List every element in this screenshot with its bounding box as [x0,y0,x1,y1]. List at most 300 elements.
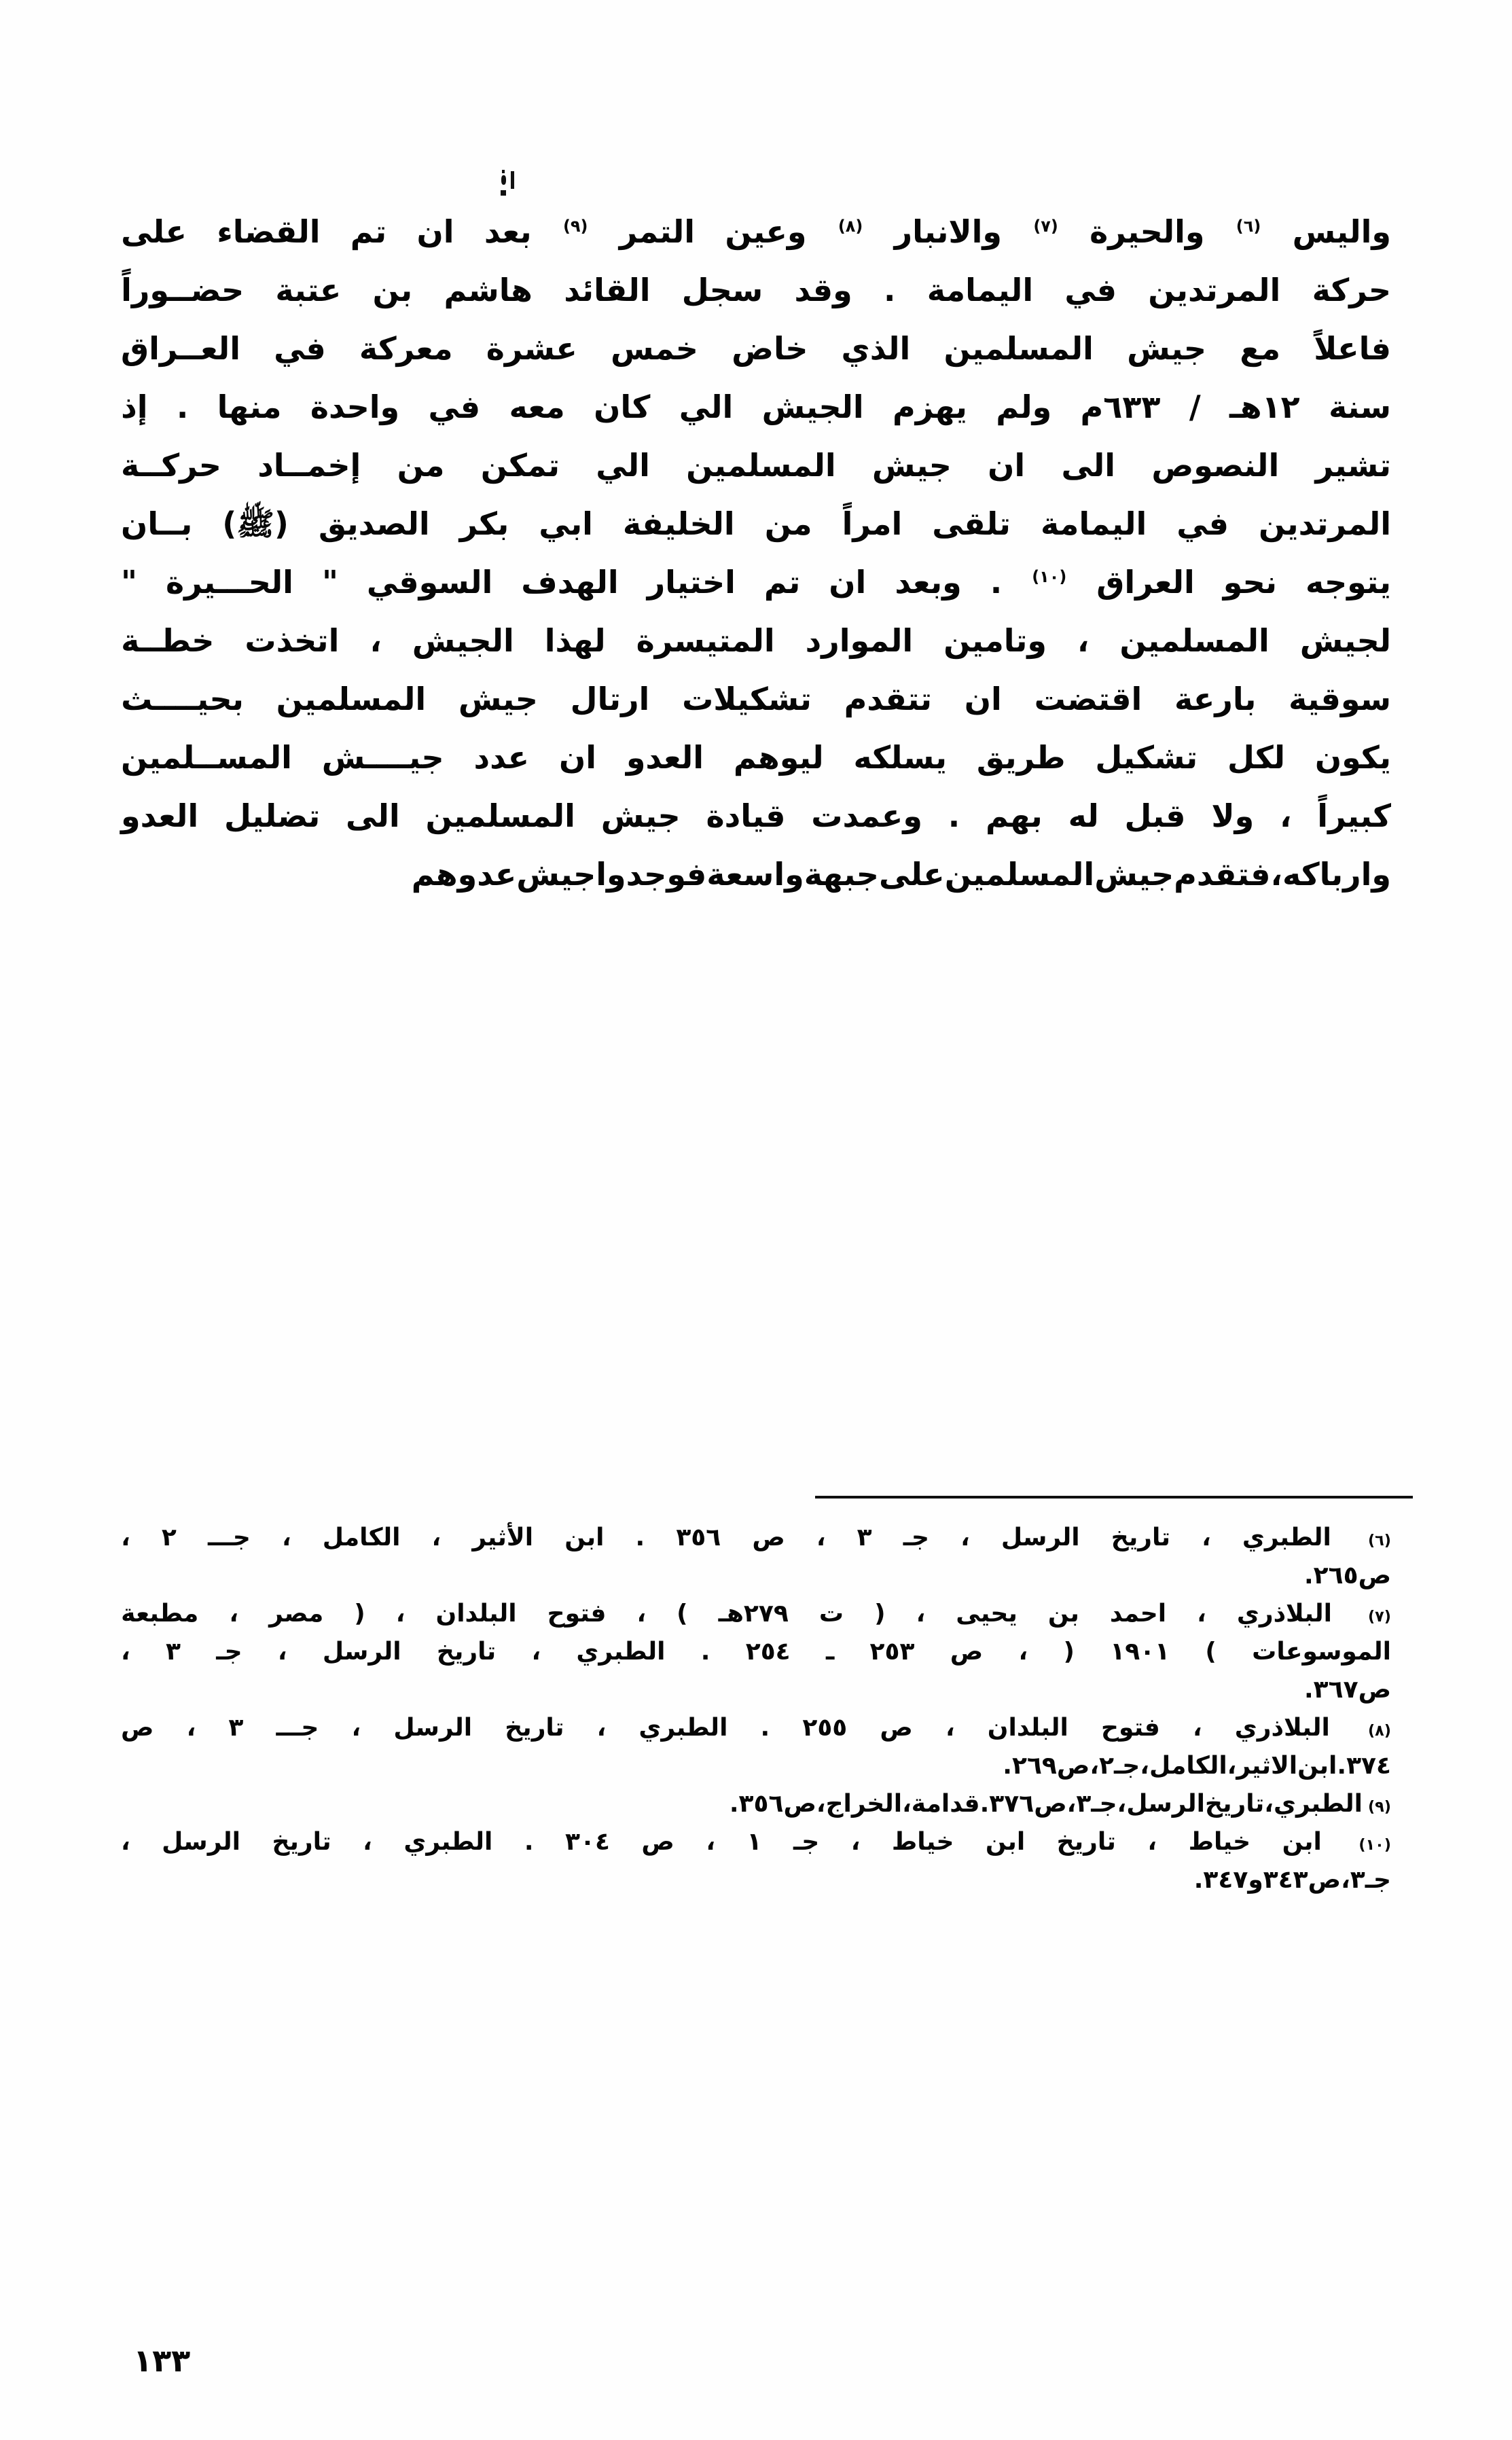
text-word: ، [1077,622,1090,659]
footnotes-block [121,1526,1391,1906]
text-word: ، [1140,1752,1149,1780]
text-word: تاريخ [1205,1790,1265,1818]
text-word: تاريخ [272,1828,331,1856]
text-word: البلدان [987,1714,1068,1742]
scan-artifact-dot [501,175,506,185]
text-word: من [764,505,812,542]
text-word: . [524,1828,534,1856]
text-word: سوقية [1289,681,1391,717]
text-word: حركة [1312,272,1391,308]
text-word: المسلمين [943,330,1094,367]
text-word: ) [1205,1638,1217,1666]
text-word: يهزم [892,389,967,425]
text-word: ٢٧٩هـ [718,1600,789,1628]
text-word: تشير [1315,447,1391,484]
text-word: بحيــــث [121,681,244,717]
text-word: ، [1270,856,1282,893]
text-word: . [729,1790,739,1818]
text-word: المرتدين [1258,505,1391,542]
text-word: جـ [1365,1866,1391,1894]
text-word: الهدف [521,564,619,600]
text-word: اختيار [647,564,736,600]
text-word: اقتضت [1034,681,1142,717]
text-word: الموسوعات [1252,1638,1391,1666]
text-word: . [1193,1866,1204,1894]
footnote-line [121,1564,1391,1602]
text-word: اتخذت [245,622,340,659]
text-word: " [321,564,338,600]
text-word: " [121,564,138,600]
text-word: التمر [619,213,695,250]
text-word: ، [1018,1638,1028,1666]
text-word: ٣ [1076,1790,1092,1818]
text-word: ، [351,1714,361,1742]
text-word: / [1189,389,1201,425]
text-word: في [428,389,481,425]
text-word: تلقى [932,505,1011,542]
text-word: المرتدين [1148,272,1281,308]
text-word: بكر [459,505,509,542]
scan-artifact-speck [501,190,506,196]
text-word: على [878,856,945,893]
text-word: ١٢هـ [1229,389,1300,425]
text-word: . [760,1714,770,1742]
text-word: ، [850,1828,861,1856]
scan-artifact-speck [502,170,505,173]
text-word: . [1003,1752,1012,1780]
text-word: جـ [216,1638,242,1666]
text-word: ٢٥٤ [745,1638,791,1666]
text-word: يحيى [956,1600,1018,1628]
text-word: الجيش [412,622,514,659]
text-word: الطبري [638,1714,728,1742]
text-word: حضــوراً [121,272,245,308]
text-word: ان [416,213,454,250]
text-word: الأثير [472,1524,534,1551]
text-word: جـ [1114,1752,1140,1780]
text-word: ، [363,1828,372,1856]
text-word: . [176,389,189,425]
footnote-line [121,1716,1391,1754]
body-line [121,447,1391,508]
text-word: ص [950,1638,984,1666]
text-word: ( [1063,1638,1075,1666]
body-line [121,330,1391,391]
text-word: السوقي [366,564,493,600]
text-word: لجيش [1299,622,1391,659]
text-word: المسلمين [276,681,427,717]
text-word: ، [1202,1524,1211,1551]
scan-artifact-mark [499,170,517,205]
text-word: ، [395,1600,406,1628]
text-word: إذ [121,389,148,425]
footnote-reference: (٦) [1236,216,1261,236]
text-word: ، [596,1714,607,1742]
text-word: يسلكه [853,739,948,776]
text-word: الى [346,797,400,834]
text-word: وعين [725,213,807,250]
text-word: ص [121,1714,154,1742]
text-word: الطبري [1242,1524,1331,1551]
text-word: ، [706,1828,716,1856]
text-word: ابن [564,1524,605,1551]
text-word: ، [1227,1752,1237,1780]
footnote-reference: (٧) [1033,216,1058,236]
text-word: عشرة [486,330,577,367]
text-word: البلدان [435,1600,517,1628]
text-word: ان [988,447,1026,484]
text-word: عتبة [275,272,342,308]
text-word: ، [277,1638,287,1666]
text-word: . [700,1638,710,1666]
text-word: . [884,272,896,308]
text-word: المسلمين [686,447,836,484]
text-word: جيش [1127,330,1207,367]
text-word: تم [763,564,801,600]
text-word: لهذا [544,622,606,659]
text-word: المسلمين [944,856,1095,893]
footnote-line [121,1754,1391,1792]
text-word: الى [1061,447,1116,484]
text-word: ، [636,1600,647,1628]
text-word: ٢ [1099,1752,1114,1780]
text-word: ٣٥٦ [676,1524,721,1551]
text-word: ٣٤٧ [1203,1866,1248,1894]
text-word: ١ [746,1828,762,1856]
text-word: جبهة [804,856,879,893]
text-word: بارعة [1174,681,1257,717]
text-word: العراق [1096,564,1195,600]
text-word: القضاء [217,213,321,250]
footnote-marker: (٩) [1367,1798,1391,1816]
text-word: ٢٦٩ [1011,1752,1057,1780]
text-word: بن [372,272,413,308]
text-word: وعمدت [811,797,922,834]
text-word: . [979,1790,990,1818]
text-word: العــراق [121,330,240,367]
text-word: ٢٦٥ [1313,1562,1358,1590]
text-word: من [397,447,445,484]
text-word: عدوهم [411,856,517,893]
text-word: تم [350,213,387,250]
text-word: ، [229,1600,239,1628]
text-word: اليمامة [926,272,1034,308]
text-word: بن [1047,1600,1079,1628]
text-word: ولم [996,389,1052,425]
text-word: جيش [516,856,596,893]
text-word: جيــــش [321,739,444,776]
text-word: ٢٥٣ [869,1638,915,1666]
text-word: ( [874,1600,886,1628]
text-word: المســلمين [121,739,292,776]
text-word: ، [816,1790,826,1818]
footnote-line [121,1526,1391,1564]
text-word: الطبري [403,1828,493,1856]
body-text-block [121,213,1391,917]
text-word: يكون [1314,739,1391,776]
text-word: الي [679,389,734,425]
text-word: جيش [458,681,538,717]
text-word: قيادة [706,797,786,834]
text-word: الجيش [761,389,864,425]
text-word: ولا [1211,797,1255,834]
footnote-line [121,1602,1391,1640]
text-word: جـــ [276,1714,319,1742]
footnote-marker: (٧) [1367,1608,1391,1626]
text-word: ، [1192,1714,1202,1742]
text-word: البلاذري [1234,1714,1330,1742]
text-word: ، [1066,1790,1077,1818]
text-word: وبعد [895,564,962,600]
text-word: بــان [121,505,193,542]
text-word: . [1303,1676,1314,1704]
text-word: ، [1280,797,1292,834]
text-word: له [1068,797,1099,834]
text-word: ٣ [166,1638,181,1666]
text-word: تتقدم [844,681,933,717]
text-word: . [1303,1562,1314,1590]
text-word: الذي [841,330,911,367]
text-word: ٣٦٧ [1313,1676,1358,1704]
text-word: وارباكه [1282,856,1391,893]
footnote-line [121,1678,1391,1716]
text-word: بعد [484,213,532,250]
text-word: . [635,1524,645,1551]
text-word: حركــة [121,447,221,484]
text-word: مصر [269,1600,324,1628]
text-word: ٣ [857,1524,872,1551]
text-word: العدو [626,739,704,776]
text-word: ، [916,1600,926,1628]
text-word: في [1064,272,1117,308]
text-word: فوجدوا [596,856,707,893]
text-word: خاض [732,330,808,367]
body-line [121,213,1391,274]
text-word: الي [596,447,650,484]
text-word: ص [1034,1790,1067,1818]
text-word: البلاذري [1236,1600,1332,1628]
text-word: ، [431,1524,442,1551]
text-word: ص [1056,1752,1090,1780]
text-word: ٢ [161,1524,177,1551]
text-word: ، [121,1828,130,1856]
footnote-reference: (٩) [562,216,588,236]
text-word: كبيراً [1317,797,1391,834]
text-word: ، [1197,1600,1206,1628]
text-word: الرسل [393,1714,473,1742]
body-line [121,739,1391,800]
footnote-reference: (١٠) [1032,567,1067,586]
text-word: جـ [793,1828,820,1856]
page-number: ١٣٣ [133,2342,191,2379]
text-word: ، [816,1524,826,1551]
text-word: الطبري [1273,1790,1363,1818]
text-word: ابن [1282,1828,1322,1856]
text-word: ، [121,1638,130,1666]
body-line [121,505,1391,567]
text-word: ابن [1297,1752,1337,1780]
text-word: يتوجه [1306,564,1391,600]
text-word: تاريخ [1111,1524,1170,1551]
text-word: ٣٥٦ [738,1790,784,1818]
text-word: قدامة [911,1790,980,1818]
text-word: لكل [1227,739,1286,776]
text-word: كان [594,389,651,425]
footnote-line [121,1792,1391,1830]
text-word: ٣٧٤ [1346,1752,1391,1780]
text-word: ـ [825,1638,835,1666]
footnote-marker: (٦) [1367,1532,1391,1549]
text-word: منها [217,389,282,425]
text-word: جيش [1094,856,1174,893]
text-word: في [1176,505,1229,542]
text-word: الرسل [1001,1524,1080,1551]
text-word: جيش [871,447,952,484]
text-word: جـ [1091,1790,1117,1818]
text-word: ، [370,622,382,659]
text-word: معه [509,389,565,425]
text-word: ص [752,1524,785,1551]
footnote-line [121,1640,1391,1678]
text-word: ص [1358,1676,1391,1704]
text-word: مطبعة [121,1600,199,1628]
text-word: (ﷺ) [222,505,289,542]
text-word: نحو [1223,564,1278,600]
text-word: والانبار [894,213,1003,250]
text-word: جـ [903,1524,929,1551]
text-word: ٣٧٦ [989,1790,1034,1818]
text-word: الصديق [318,505,430,542]
footnote-line [121,1868,1391,1906]
text-word: قبل [1124,797,1186,834]
text-word: خطــة [121,622,215,659]
text-word: الكامل [322,1524,401,1551]
text-word: فتوح [1101,1714,1160,1742]
text-word: جـــ [207,1524,251,1551]
text-word: الكامل [1149,1752,1227,1780]
text-word: ، [1264,1790,1274,1818]
text-word: الخليفة [622,505,735,542]
text-word: سنة [1329,389,1391,425]
text-word: . [948,797,960,834]
text-word: فتوح [547,1600,607,1628]
text-word: ، [531,1638,541,1666]
text-word: الرسل [1126,1790,1206,1818]
text-word: واليس [1292,213,1391,250]
text-word: العدو [121,797,199,834]
text-word: ) [677,1600,688,1628]
text-word: طريق [976,739,1066,776]
text-word: ، [186,1714,196,1742]
text-word: واحدة [310,389,400,425]
text-word: . [1337,1752,1347,1780]
text-word: معركة [359,330,453,367]
text-word: ان [829,564,867,600]
text-word: ( [354,1600,365,1628]
text-word: الاثير [1236,1752,1298,1780]
text-word: تشكيلات [682,681,812,717]
text-word: خمس [610,330,698,367]
text-word: ، [281,1524,291,1551]
text-word: ، [960,1524,970,1551]
text-word: ليوهم [733,739,824,776]
text-word: الموارد [805,622,914,659]
footnote-marker: (٨) [1367,1722,1391,1740]
text-word: هاشم [444,272,533,308]
text-word: ٣ [228,1714,244,1742]
footnote-marker: (١٠) [1358,1836,1391,1854]
text-word: ص [880,1714,913,1742]
text-word: ابن [985,1828,1026,1856]
text-word: ٣٤٣ [1263,1866,1308,1894]
footnote-reference: (٨) [838,216,863,236]
text-word: تشكيل [1095,739,1198,776]
text-word: وتامين [943,622,1047,659]
text-word: تاريخ [505,1714,564,1742]
text-word: جيش [600,797,681,834]
text-word: على [121,213,187,250]
text-word: المسلمين [425,797,575,834]
text-word: ٢٥٥ [802,1714,848,1742]
text-word: الرسل [322,1638,401,1666]
text-word: ، [1117,1790,1127,1818]
text-word: احمد [1109,1600,1167,1628]
text-word: ان [558,739,596,776]
body-line [121,564,1391,625]
text-word: ، [1090,1752,1100,1780]
text-word: خياط [891,1828,954,1856]
body-line [121,391,1391,450]
text-word: ص [783,1790,816,1818]
text-word: الرسل [162,1828,240,1856]
text-word: المسلمين [1119,622,1270,659]
body-line [121,274,1391,333]
text-word: ص [1308,1866,1342,1894]
footnote-separator-rule [815,1496,1413,1499]
text-word: سجل [681,272,763,308]
text-word: ، [121,1524,130,1551]
text-word: خياط [1188,1828,1251,1856]
text-word: النصوص [1151,447,1280,484]
text-word: تاريخ [436,1638,497,1666]
body-line [121,683,1391,742]
text-word: امراً [842,505,903,542]
body-line [121,856,1391,917]
text-word: الطبري [576,1638,666,1666]
text-word: تاريخ [1056,1828,1116,1856]
text-word: ، [1341,1866,1350,1894]
text-word: والحيرة [1090,213,1205,250]
body-line [121,622,1391,683]
text-word: واسعة [706,856,804,893]
text-word: . [990,564,1003,600]
text-word: ص [1358,1562,1391,1590]
body-line [121,797,1391,859]
text-word: وقد [794,272,852,308]
text-word: تمكن [480,447,560,484]
text-word: ٦٣٣م [1080,389,1161,425]
text-word: الحـــيرة [166,564,293,600]
text-word: ان [964,681,1002,717]
text-word: في [274,330,326,367]
text-word: ابي [539,505,593,542]
text-word: ت [818,1600,844,1628]
text-word: اليمامة [1040,505,1147,542]
text-word: القائد [564,272,651,308]
footnote-line [121,1830,1391,1868]
text-word: ، [945,1714,955,1742]
text-word: المتيسرة [636,622,775,659]
